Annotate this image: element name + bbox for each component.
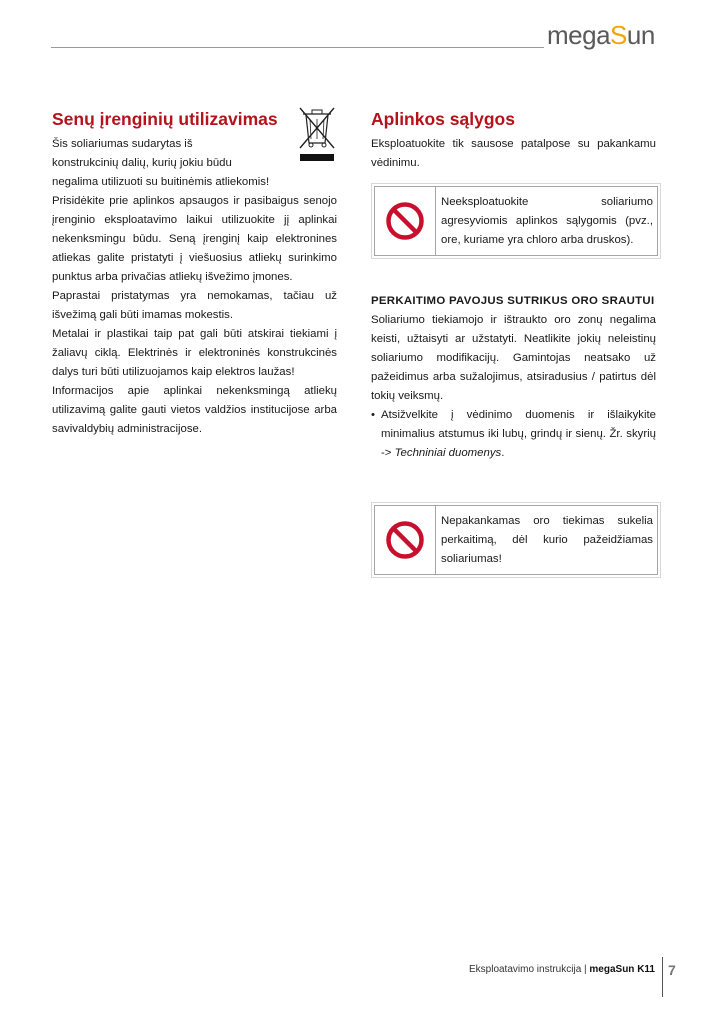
technical-data-reference: Techniniai duomenys (394, 447, 502, 459)
intro-line: Šis soliariumas sudarytas iš (52, 138, 193, 150)
prohibition-icon (375, 506, 436, 574)
disposal-paragraph: Prisidėkite prie aplinkos apsaugos ir pasibaigus senojo įrenginio eksploatavimo laikui utilizuokite jį aplinkai nekenksmingu būdu. Seną įrenginį kaip elektronines atliekas galite pristatyti į viešuosius atliekų surinkimo punktus arba privačias atliekų išvežimo įmones. (52, 195, 337, 283)
disposal-title: Senų įrenginių utilizavimas (52, 109, 278, 129)
intro-line: konstrukcinių dalių, kurių jokiu būdu (52, 157, 232, 169)
megasun-logo: megaSun (547, 20, 655, 50)
footer-divider (662, 957, 663, 997)
warning-text: Neeksploatuokite soliariumo agresyviomis aplinkos sąlygomis (pvz., ore, kuriame yra chloro arba druskos). (441, 196, 653, 246)
prohibition-icon (375, 187, 436, 255)
list-item: • Atsižvelkite į vėdinimo duomenis ir išlaikykite minimalius atstumus iki lubų, grindų ir sienų. Žr. skyrių -> Techniniai duomenys. (371, 406, 656, 463)
warning-text: Nepakankamas oro tiekimas sukelia perkaitimą, dėl kurio pažeidžiamas soliariumas! (441, 515, 653, 565)
warning-box (374, 505, 658, 575)
disposal-paragraph: Informacijos apie aplinkai nekenksmingą atliekų utilizavimą galite gauti vietos valdžios institucijose arba savivaldybių administracijose. (52, 385, 337, 435)
footer-label: Eksploatavimo instrukcija | megaSun K11 (468, 964, 655, 975)
page-number: 7 (668, 962, 676, 978)
bullet-list (371, 406, 656, 463)
intro-line: negalima utilizuoti su buitinėmis atliekomis! (52, 176, 270, 188)
left-column (52, 108, 337, 439)
overheating-text: Soliariumo tiekiamojo ir ištraukto oro zonų negalima keisti, užtaisyti ar užstatyti. Neatlikite jokių neleistinų soliariumo modifikacijų. Gamintojas neatsako už pažeidimus arba sužalojimus, atsiradusius / patirtus dėl tokių veiksmų. (371, 314, 656, 402)
disposal-paragraph: Metalai ir plastikai taip pat gali būti atskirai tiekiami į žaliavų ciklą. Elektrinės ir elektroninės konstrukcinės dalys turi būti utilizuojamos kaip elektros laužas! (52, 328, 337, 378)
right-column (371, 108, 656, 575)
warning-box (374, 186, 658, 256)
environment-title: Aplinkos sąlygos (371, 109, 515, 129)
disposal-paragraph: Paprastai pristatymas yra nemokamas, tačiau už išvežimą gali būti imamas mokestis. (52, 290, 337, 321)
weee-crossed-bin-icon (297, 105, 337, 163)
header-rule (51, 47, 544, 48)
environment-intro: Eksploatuokite tik sausose patalpose su pakankamu vėdinimu. (371, 138, 656, 169)
overheating-heading: PERKAITIMO PAVOJUS SUTRIKUS ORO SRAUTUI (371, 295, 655, 307)
